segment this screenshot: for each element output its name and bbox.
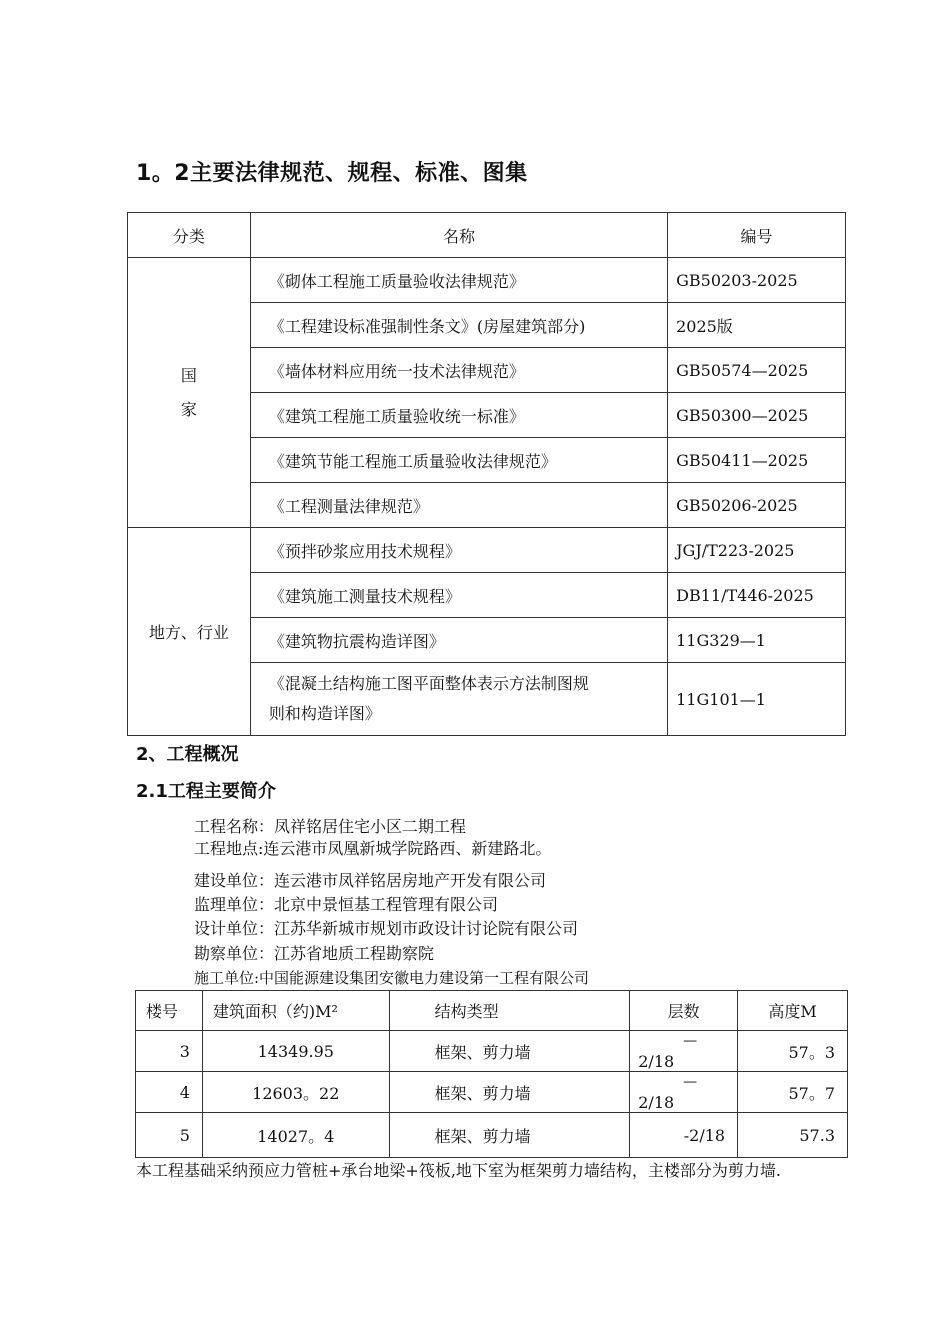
building-height: 57.3 <box>738 1113 848 1158</box>
header-code: 编号 <box>668 213 846 258</box>
standard-code: GB50203-2025 <box>668 258 846 303</box>
info-project-name: 工程名称：凤祥铭居住宅小区二期工程 <box>194 817 467 836</box>
standard-name <box>250 663 667 736</box>
category-national-char: 家 <box>180 399 197 419</box>
standard-name-line: 则和构造详图》 <box>268 704 381 723</box>
header-floors: 层数 <box>630 991 738 1031</box>
info-surveyor: 勘察单位：江苏省地质工程勘察院 <box>194 944 435 963</box>
building-structure: 框架、剪力墙 <box>389 1031 630 1072</box>
buildings-table <box>135 990 848 1158</box>
building-floors: -2/18 <box>630 1113 738 1158</box>
floors-value: 2/18 <box>638 1093 675 1112</box>
table-header-row <box>136 991 848 1031</box>
category-national <box>128 258 251 528</box>
foundation-paragraph: 本工程基础采纳预应力管桩+承台地梁+筏板,地下室为框架剪力墙结构，主楼部分为剪力墙. <box>136 1161 781 1180</box>
standard-name: 《墙体材料应用统一技术法律规范》 <box>250 348 667 393</box>
info-developer: 建设单位：连云港市凤祥铭居房地产开发有限公司 <box>194 871 547 890</box>
building-no: 4 <box>136 1072 203 1113</box>
header-floor-area: 建筑面积（约)M² <box>202 991 389 1031</box>
building-height: 57。3 <box>738 1031 848 1072</box>
standard-name: 《工程建设标准强制性条文》(房屋建筑部分) <box>250 303 667 348</box>
table-row <box>128 258 846 303</box>
table-header-row <box>128 213 846 258</box>
building-floors <box>630 1031 738 1072</box>
section-title-overview: 2、工程概况 <box>136 744 239 765</box>
building-no: 5 <box>136 1113 203 1158</box>
floors-dash: — <box>683 1074 698 1090</box>
standard-code: 11G329—1 <box>668 618 846 663</box>
building-floors <box>630 1072 738 1113</box>
standard-name: 《建筑节能工程施工质量验收法律规范》 <box>250 438 667 483</box>
info-project-location: 工程地点:连云港市凤凰新城学院路西、新建路北。 <box>194 839 552 858</box>
standard-code: GB50300—2025 <box>668 393 846 438</box>
info-supervisor: 监理单位：北京中景恒基工程管理有限公司 <box>194 895 499 914</box>
section-title-summary: 2.1工程主要简介 <box>136 781 276 802</box>
standard-name: 《预拌砂浆应用技术规程》 <box>250 528 667 573</box>
standard-name: 《建筑工程施工质量验收统一标准》 <box>250 393 667 438</box>
building-structure: 框架、剪力墙 <box>389 1113 630 1158</box>
standards-table <box>127 212 846 736</box>
building-no: 3 <box>136 1031 203 1072</box>
floors-dash: — <box>683 1033 698 1049</box>
standard-name: 《建筑物抗震构造详图》 <box>250 618 667 663</box>
building-area: 14349.95 <box>202 1031 389 1072</box>
table-row <box>136 1072 848 1113</box>
floors-value: 2/18 <box>638 1052 675 1071</box>
standard-name: 《工程测量法律规范》 <box>250 483 667 528</box>
standard-name-line: 《混凝土结构施工图平面整体表示方法制图规 <box>268 674 589 693</box>
header-name: 名称 <box>250 213 667 258</box>
standard-code: GB50411—2025 <box>668 438 846 483</box>
info-designer: 设计单位：江苏华新城市规划市政设计讨论院有限公司 <box>194 919 579 938</box>
standard-code: 11G101—1 <box>668 663 846 736</box>
table-row <box>136 1031 848 1072</box>
standard-name: 《砌体工程施工质量验收法律规范》 <box>250 258 667 303</box>
header-structure: 结构类型 <box>389 991 630 1031</box>
standard-code: 2025版 <box>668 303 846 348</box>
building-structure: 框架、剪力墙 <box>389 1072 630 1113</box>
standard-code: GB50206-2025 <box>668 483 846 528</box>
building-area: 12603。22 <box>202 1072 389 1113</box>
building-height: 57。7 <box>738 1072 848 1113</box>
header-category: 分类 <box>128 213 251 258</box>
building-area: 14027。4 <box>202 1113 389 1158</box>
standard-code: JGJ/T223-2025 <box>668 528 846 573</box>
info-contractor: 施工单位:中国能源建设集团安徽电力建设第一工程有限公司 <box>194 969 590 987</box>
header-height: 高度M <box>738 991 848 1031</box>
table-row <box>128 528 846 573</box>
table-row <box>136 1113 848 1158</box>
standard-name: 《建筑施工测量技术规程》 <box>250 573 667 618</box>
category-local-industry: 地方、行业 <box>128 528 251 736</box>
header-building-no: 楼号 <box>136 991 203 1031</box>
standard-code: GB50574—2025 <box>668 348 846 393</box>
standard-code: DB11/T446-2025 <box>668 573 846 618</box>
section-title-standards: 1。2主要法律规范、规程、标准、图集 <box>136 161 528 186</box>
category-national-char: 国 <box>180 365 197 385</box>
